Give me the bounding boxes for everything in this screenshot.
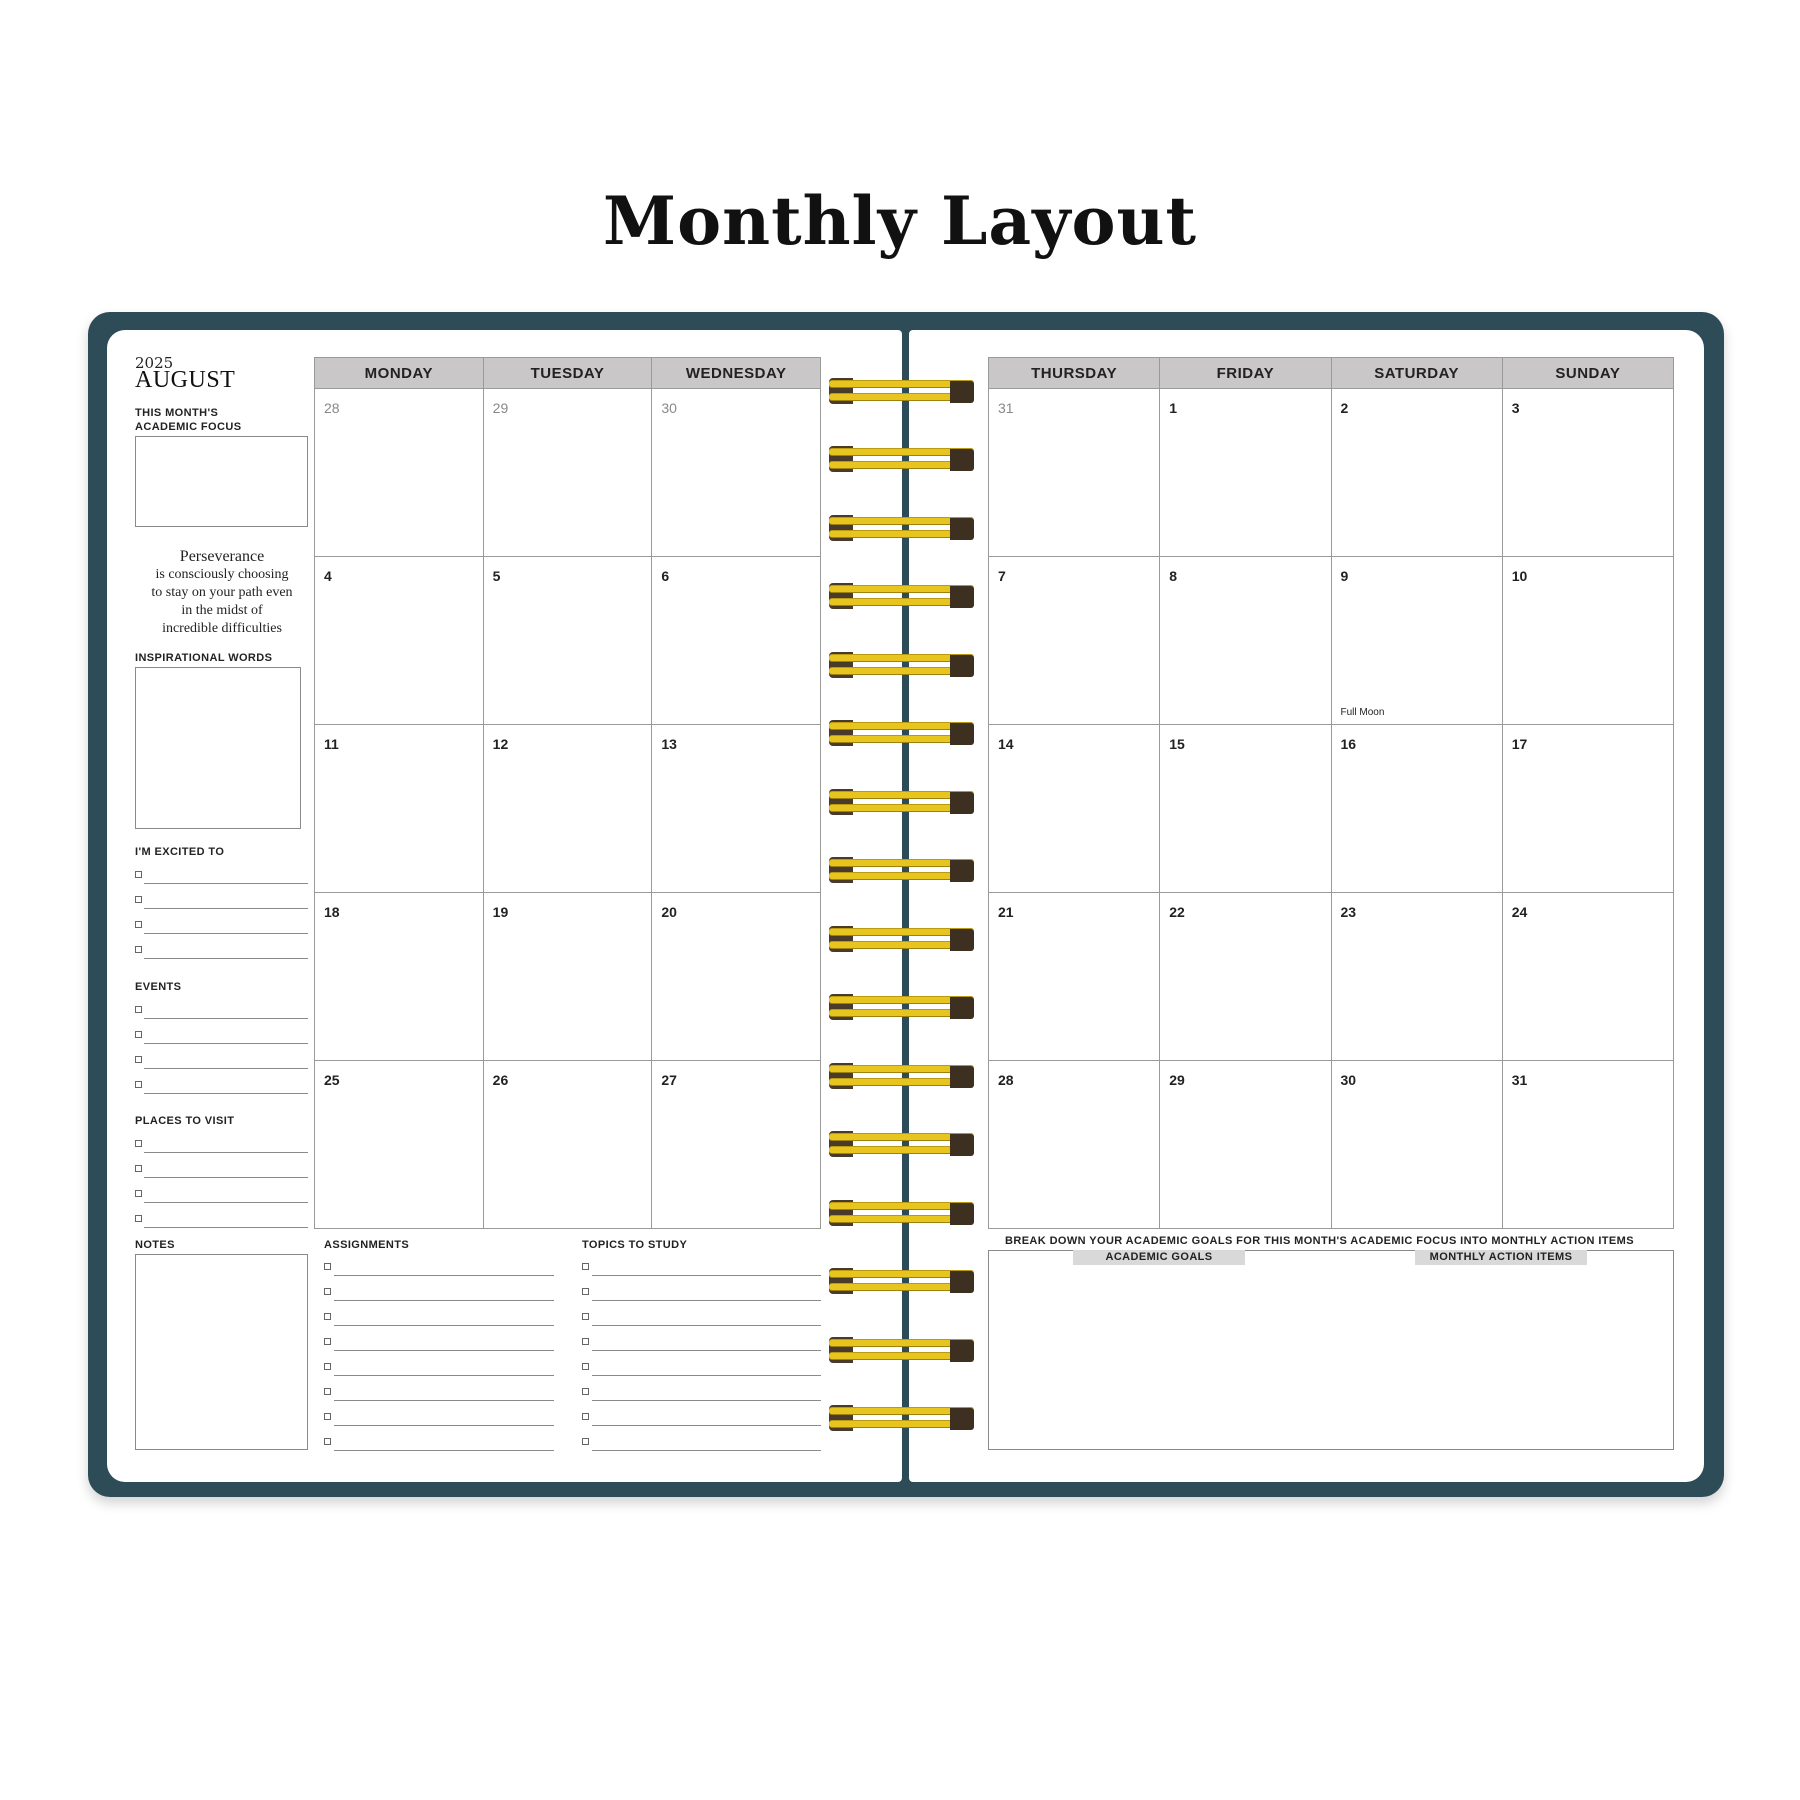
spiral-coil xyxy=(829,1268,974,1294)
checklist-line[interactable] xyxy=(334,1360,554,1376)
checklist-line[interactable] xyxy=(334,1335,554,1351)
spiral-coil xyxy=(829,857,974,883)
checklist-line[interactable] xyxy=(144,1137,308,1153)
spiral-coil xyxy=(829,446,974,472)
checkbox[interactable] xyxy=(135,896,142,903)
quote-line-3: in the midst of xyxy=(181,603,263,618)
calendar-day-cell[interactable] xyxy=(483,893,652,1061)
calendar-week-row xyxy=(989,557,1674,725)
day-header-wednesday: WEDNESDAY xyxy=(652,358,821,389)
calendar-day-cell[interactable] xyxy=(315,1061,484,1229)
calendar-week-row xyxy=(989,389,1674,557)
spiral-coil xyxy=(829,926,974,952)
calendar-day-cell[interactable] xyxy=(1502,389,1673,557)
day-number: 29 xyxy=(492,400,509,416)
calendar-day-cell[interactable] xyxy=(1502,725,1673,893)
day-number: 20 xyxy=(661,904,677,920)
checklist-line[interactable] xyxy=(144,1212,308,1228)
checkbox[interactable] xyxy=(582,1438,589,1445)
day-number: 28 xyxy=(324,400,340,416)
checkbox[interactable] xyxy=(135,871,142,878)
calendar-week-row xyxy=(315,893,821,1061)
calendar-header-row xyxy=(315,358,821,389)
checkbox[interactable] xyxy=(135,1165,142,1172)
checkbox[interactable] xyxy=(324,1288,331,1295)
inspirational-words-label: INSPIRATIONAL WORDS xyxy=(135,652,273,664)
quote-line-4: incredible difficulties xyxy=(162,621,282,636)
day-number: 2 xyxy=(1340,400,1349,416)
checkbox[interactable] xyxy=(582,1363,589,1370)
checklist-line[interactable] xyxy=(592,1410,821,1426)
day-number: 19 xyxy=(492,904,509,920)
checklist-line[interactable] xyxy=(144,918,308,934)
spiral-coil xyxy=(829,1063,974,1089)
checklist-line[interactable] xyxy=(144,1053,308,1069)
day-header-friday: FRIDAY xyxy=(1160,358,1331,389)
calendar-day-cell[interactable] xyxy=(483,389,652,557)
calendar-week-row xyxy=(989,725,1674,893)
spiral-coil xyxy=(829,720,974,746)
day-number: 12 xyxy=(492,736,509,752)
checkbox[interactable] xyxy=(582,1263,589,1270)
checklist-line[interactable] xyxy=(144,943,308,959)
calendar-day-cell[interactable] xyxy=(1160,389,1331,557)
day-number: 25 xyxy=(324,1072,340,1088)
day-number: 6 xyxy=(661,568,670,584)
day-number: 22 xyxy=(1169,904,1185,920)
day-number: 4 xyxy=(324,568,332,584)
checklist-line[interactable] xyxy=(592,1310,821,1326)
checkbox[interactable] xyxy=(324,1388,331,1395)
calendar-day-cell[interactable] xyxy=(315,725,484,893)
checklist-line[interactable] xyxy=(592,1285,821,1301)
day-number: 16 xyxy=(1340,736,1357,752)
calendar-day-cell[interactable] xyxy=(1502,893,1673,1061)
calendar-day-cell[interactable] xyxy=(652,389,821,557)
checkbox[interactable] xyxy=(135,1190,142,1197)
calendar-day-cell[interactable] xyxy=(652,893,821,1061)
calendar-day-cell[interactable] xyxy=(989,389,1160,557)
focus-label-line1: THIS MONTH'S xyxy=(135,407,219,419)
spiral-coil xyxy=(829,994,974,1020)
day-number: 15 xyxy=(1169,736,1185,752)
calendar-day-cell[interactable] xyxy=(652,1061,821,1229)
checkbox[interactable] xyxy=(582,1338,589,1345)
day-number: 8 xyxy=(1169,568,1178,584)
notes-label: NOTES xyxy=(135,1239,175,1251)
calendar-day-cell[interactable] xyxy=(483,1061,652,1229)
day-number: 11 xyxy=(324,736,339,752)
checkbox[interactable] xyxy=(135,946,142,953)
calendar-day-cell[interactable] xyxy=(989,1061,1160,1229)
calendar-day-cell[interactable] xyxy=(1331,1061,1502,1229)
calendar-day-cell[interactable] xyxy=(989,557,1160,725)
day-number: 18 xyxy=(324,904,340,920)
checklist-line[interactable] xyxy=(334,1285,554,1301)
quote-word: Perseverance xyxy=(179,548,265,565)
checklist-line[interactable] xyxy=(144,1003,308,1019)
checkbox[interactable] xyxy=(324,1313,331,1320)
day-number: 29 xyxy=(1169,1072,1185,1088)
checkbox[interactable] xyxy=(135,1140,142,1147)
checklist-line[interactable] xyxy=(144,1028,308,1044)
spiral-coil xyxy=(829,1405,974,1431)
calendar-day-cell[interactable] xyxy=(483,725,652,893)
calendar-day-cell[interactable] xyxy=(315,389,484,557)
excited-checklist xyxy=(135,868,308,968)
notes-box[interactable] xyxy=(135,1254,308,1450)
calendar-left xyxy=(314,357,821,1229)
quote-line-1: is consciously choosing xyxy=(155,567,289,582)
places-checklist xyxy=(135,1137,308,1237)
day-number: 30 xyxy=(661,400,677,416)
calendar-day-cell[interactable] xyxy=(1502,1061,1673,1229)
calendar-day-cell[interactable] xyxy=(1331,893,1502,1061)
day-header-thursday: THURSDAY xyxy=(989,358,1160,389)
calendar-day-cell[interactable] xyxy=(989,893,1160,1061)
day-number: 10 xyxy=(1511,568,1528,584)
calendar-week-row xyxy=(315,725,821,893)
spiral-coil xyxy=(829,789,974,815)
spiral-coil xyxy=(829,583,974,609)
quote-line-2: to stay on your path even xyxy=(151,585,293,600)
day-number: 27 xyxy=(661,1072,677,1088)
calendar-week-row xyxy=(989,1061,1674,1229)
goals-instruction: BREAK DOWN YOUR ACADEMIC GOALS FOR THIS MONTH'S ACADEMIC FOCUS INTO MONTHLY ACTION ITEMS xyxy=(1005,1235,1634,1247)
day-number: 28 xyxy=(998,1072,1014,1088)
places-label: PLACES TO VISIT xyxy=(135,1115,235,1127)
calendar-week-row xyxy=(315,389,821,557)
checkbox[interactable] xyxy=(135,921,142,928)
checkbox[interactable] xyxy=(324,1338,331,1345)
checklist-line[interactable] xyxy=(592,1335,821,1351)
topics-checklist xyxy=(582,1260,822,1460)
inspirational-words-box[interactable] xyxy=(135,667,301,829)
calendar-day-cell[interactable] xyxy=(1331,557,1502,725)
checklist-line[interactable] xyxy=(334,1310,554,1326)
calendar-day-cell[interactable] xyxy=(652,725,821,893)
full-moon-note: Full Moon xyxy=(1340,707,1385,718)
day-number: 14 xyxy=(998,736,1014,752)
checklist-line[interactable] xyxy=(144,1187,308,1203)
day-header-sunday: SUNDAY xyxy=(1502,358,1673,389)
spiral-coil xyxy=(829,515,974,541)
checklist-line[interactable] xyxy=(334,1435,554,1451)
checkbox[interactable] xyxy=(582,1413,589,1420)
checkbox[interactable] xyxy=(582,1388,589,1395)
day-header-monday: MONDAY xyxy=(315,358,484,389)
checkbox[interactable] xyxy=(324,1263,331,1270)
quote-block xyxy=(137,548,307,638)
calendar-week-row xyxy=(315,557,821,725)
checklist-line[interactable] xyxy=(592,1360,821,1376)
checklist-line[interactable] xyxy=(592,1385,821,1401)
checklist-line[interactable] xyxy=(144,1162,308,1178)
calendar-day-cell[interactable] xyxy=(1331,725,1502,893)
excited-label: I'M EXCITED TO xyxy=(135,846,225,858)
checklist-line[interactable] xyxy=(144,1078,308,1094)
calendar-day-cell[interactable] xyxy=(1160,557,1331,725)
day-number: 30 xyxy=(1340,1072,1357,1088)
focus-label xyxy=(135,406,241,434)
calendar-day-cell[interactable] xyxy=(652,557,821,725)
assignments-label: ASSIGNMENTS xyxy=(324,1239,410,1251)
checkbox[interactable] xyxy=(582,1288,589,1295)
calendar-right xyxy=(988,357,1674,1229)
calendar-day-cell[interactable] xyxy=(1502,557,1673,725)
assignments-checklist xyxy=(324,1260,564,1460)
checklist-line[interactable] xyxy=(144,868,308,884)
focus-label-line2: ACADEMIC FOCUS xyxy=(135,421,242,433)
page-title: Monthly Layout xyxy=(603,182,1197,260)
academic-focus-box[interactable] xyxy=(135,436,308,527)
checklist-line[interactable] xyxy=(592,1435,821,1451)
checklist-line[interactable] xyxy=(334,1410,554,1426)
events-checklist xyxy=(135,1003,308,1103)
checklist-line[interactable] xyxy=(592,1260,821,1276)
calendar-week-row xyxy=(315,1061,821,1229)
checkbox[interactable] xyxy=(324,1438,331,1445)
day-header-saturday: SATURDAY xyxy=(1331,358,1502,389)
monthly-action-items-label: MONTHLY ACTION ITEMS xyxy=(1415,1250,1587,1265)
spiral-coil xyxy=(829,378,974,404)
day-number: 1 xyxy=(1169,400,1178,416)
planner-year: 2025 xyxy=(135,354,174,372)
topics-label: TOPICS TO STUDY xyxy=(582,1239,688,1251)
day-number: 24 xyxy=(1511,904,1528,920)
day-number: 13 xyxy=(661,736,677,752)
calendar-day-cell[interactable] xyxy=(1160,725,1331,893)
checkbox[interactable] xyxy=(135,1031,142,1038)
day-number: 3 xyxy=(1511,400,1520,416)
checkbox[interactable] xyxy=(135,1006,142,1013)
calendar-header-row xyxy=(989,358,1674,389)
goals-box[interactable] xyxy=(988,1250,1674,1450)
academic-goals-label: ACADEMIC GOALS xyxy=(1073,1250,1245,1265)
calendar-week-row xyxy=(989,893,1674,1061)
spine xyxy=(902,312,909,1497)
spiral-coil xyxy=(829,1200,974,1226)
spiral-coil xyxy=(829,652,974,678)
day-number: 26 xyxy=(492,1072,509,1088)
planner-month: AUGUST xyxy=(135,367,236,393)
checkbox[interactable] xyxy=(135,1081,142,1088)
calendar-day-cell[interactable] xyxy=(315,893,484,1061)
events-label: EVENTS xyxy=(135,981,182,993)
day-header-tuesday: TUESDAY xyxy=(483,358,652,389)
checkbox[interactable] xyxy=(135,1215,142,1222)
calendar-day-cell[interactable] xyxy=(315,557,484,725)
checkbox[interactable] xyxy=(135,1056,142,1063)
calendar-day-cell[interactable] xyxy=(989,725,1160,893)
checkbox[interactable] xyxy=(324,1413,331,1420)
calendar-day-cell[interactable] xyxy=(1160,1061,1331,1229)
checkbox[interactable] xyxy=(582,1313,589,1320)
day-number: 7 xyxy=(998,568,1006,584)
calendar-day-cell[interactable] xyxy=(1160,893,1331,1061)
day-number: 23 xyxy=(1340,904,1357,920)
spiral-coil xyxy=(829,1337,974,1363)
spiral-coil xyxy=(829,1131,974,1157)
day-number: 31 xyxy=(998,400,1014,416)
day-number: 17 xyxy=(1511,736,1528,752)
checklist-line[interactable] xyxy=(334,1385,554,1401)
checkbox[interactable] xyxy=(324,1363,331,1370)
day-number: 21 xyxy=(998,904,1014,920)
calendar-day-cell[interactable] xyxy=(483,557,652,725)
day-number: 31 xyxy=(1511,1072,1528,1088)
day-number: 9 xyxy=(1340,568,1349,584)
checklist-line[interactable] xyxy=(144,893,308,909)
calendar-day-cell[interactable] xyxy=(1331,389,1502,557)
checklist-line[interactable] xyxy=(334,1260,554,1276)
day-number: 5 xyxy=(492,568,501,584)
